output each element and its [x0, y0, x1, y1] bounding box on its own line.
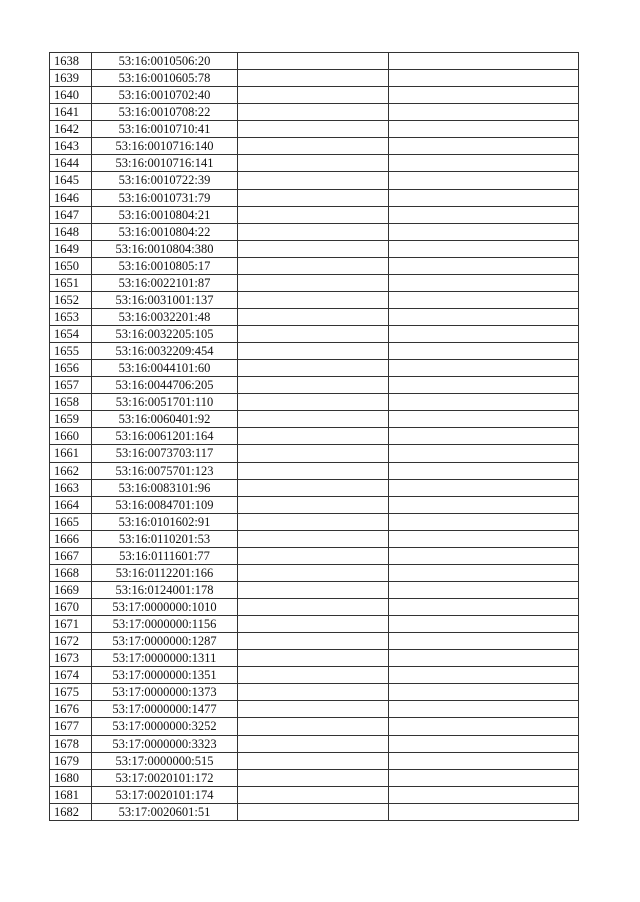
cadastral-number-cell: 53:17:0000000:1311	[92, 650, 238, 667]
cadastral-number-cell: 53:16:0084701:109	[92, 496, 238, 513]
empty-cell	[389, 155, 579, 172]
cadastral-number-cell: 53:16:0061201:164	[92, 428, 238, 445]
empty-cell	[389, 462, 579, 479]
empty-cell	[238, 803, 389, 820]
row-number-cell: 1677	[50, 718, 92, 735]
cadastral-number-cell: 53:16:0032201:48	[92, 308, 238, 325]
empty-cell	[389, 121, 579, 138]
cadastral-number-cell: 53:17:0000000:515	[92, 752, 238, 769]
row-number-cell: 1639	[50, 70, 92, 87]
cadastral-number-cell: 53:16:0051701:110	[92, 394, 238, 411]
row-number-cell: 1649	[50, 240, 92, 257]
empty-cell	[238, 667, 389, 684]
table-row	[50, 752, 579, 769]
table-row	[50, 445, 579, 462]
table-row	[50, 206, 579, 223]
table-row	[50, 462, 579, 479]
cadastral-number-cell: 53:16:0010804:21	[92, 206, 238, 223]
cadastral-number-cell: 53:17:0000000:3252	[92, 718, 238, 735]
table-row	[50, 547, 579, 564]
table-row	[50, 701, 579, 718]
row-number-cell: 1653	[50, 308, 92, 325]
empty-cell	[389, 616, 579, 633]
empty-cell	[389, 650, 579, 667]
empty-cell	[238, 701, 389, 718]
empty-cell	[238, 104, 389, 121]
table-row	[50, 411, 579, 428]
empty-cell	[389, 394, 579, 411]
empty-cell	[238, 138, 389, 155]
table-row	[50, 530, 579, 547]
row-number-cell: 1670	[50, 599, 92, 616]
empty-cell	[238, 53, 389, 70]
row-number-cell: 1682	[50, 803, 92, 820]
table-row	[50, 616, 579, 633]
row-number-cell: 1663	[50, 479, 92, 496]
empty-cell	[389, 428, 579, 445]
empty-cell	[238, 70, 389, 87]
table-row	[50, 104, 579, 121]
empty-cell	[389, 377, 579, 394]
empty-cell	[389, 53, 579, 70]
table-row	[50, 564, 579, 581]
empty-cell	[238, 240, 389, 257]
table-row	[50, 274, 579, 291]
row-number-cell: 1641	[50, 104, 92, 121]
row-number-cell: 1650	[50, 257, 92, 274]
cadastral-number-cell: 53:16:0010805:17	[92, 257, 238, 274]
table-row	[50, 633, 579, 650]
row-number-cell: 1681	[50, 786, 92, 803]
empty-cell	[238, 581, 389, 598]
empty-cell	[389, 274, 579, 291]
empty-cell	[238, 308, 389, 325]
table-row	[50, 189, 579, 206]
table-row	[50, 343, 579, 360]
row-number-cell: 1672	[50, 633, 92, 650]
table-row	[50, 718, 579, 735]
table-row	[50, 70, 579, 87]
empty-cell	[238, 411, 389, 428]
row-number-cell: 1657	[50, 377, 92, 394]
row-number-cell: 1674	[50, 667, 92, 684]
row-number-cell: 1667	[50, 547, 92, 564]
empty-cell	[238, 496, 389, 513]
cadastral-number-cell: 53:16:0111601:77	[92, 547, 238, 564]
empty-cell	[238, 377, 389, 394]
cadastral-number-cell: 53:16:0075701:123	[92, 462, 238, 479]
cadastral-number-cell: 53:17:0020101:174	[92, 786, 238, 803]
empty-cell	[389, 291, 579, 308]
table-row	[50, 599, 579, 616]
empty-cell	[389, 564, 579, 581]
row-number-cell: 1679	[50, 752, 92, 769]
row-number-cell: 1642	[50, 121, 92, 138]
empty-cell	[389, 530, 579, 547]
row-number-cell: 1658	[50, 394, 92, 411]
empty-cell	[238, 326, 389, 343]
cadastral-number-cell: 53:16:0010804:380	[92, 240, 238, 257]
cadastral-number-cell: 53:17:0000000:1156	[92, 616, 238, 633]
cadastral-number-cell: 53:16:0101602:91	[92, 513, 238, 530]
empty-cell	[238, 616, 389, 633]
cadastral-number-cell: 53:16:0010716:141	[92, 155, 238, 172]
empty-cell	[238, 394, 389, 411]
row-number-cell: 1638	[50, 53, 92, 70]
empty-cell	[238, 189, 389, 206]
empty-cell	[238, 87, 389, 104]
table-row	[50, 121, 579, 138]
cadastral-number-cell: 53:17:0020601:51	[92, 803, 238, 820]
row-number-cell: 1647	[50, 206, 92, 223]
row-number-cell: 1646	[50, 189, 92, 206]
table-row	[50, 496, 579, 513]
empty-cell	[238, 650, 389, 667]
table-row	[50, 223, 579, 240]
table-row	[50, 769, 579, 786]
empty-cell	[238, 769, 389, 786]
table-row	[50, 87, 579, 104]
row-number-cell: 1666	[50, 530, 92, 547]
empty-cell	[238, 599, 389, 616]
table-row	[50, 650, 579, 667]
empty-cell	[389, 599, 579, 616]
row-number-cell: 1648	[50, 223, 92, 240]
row-number-cell: 1651	[50, 274, 92, 291]
empty-cell	[389, 189, 579, 206]
empty-cell	[238, 786, 389, 803]
row-number-cell: 1654	[50, 326, 92, 343]
empty-cell	[389, 206, 579, 223]
table-row	[50, 377, 579, 394]
row-number-cell: 1656	[50, 360, 92, 377]
empty-cell	[389, 684, 579, 701]
cadastral-number-cell: 53:17:0000000:1010	[92, 599, 238, 616]
empty-cell	[389, 70, 579, 87]
empty-cell	[389, 701, 579, 718]
empty-cell	[238, 752, 389, 769]
empty-cell	[238, 547, 389, 564]
row-number-cell: 1668	[50, 564, 92, 581]
cadastral-number-cell: 53:16:0032205:105	[92, 326, 238, 343]
cadastral-number-cell: 53:16:0010605:78	[92, 70, 238, 87]
empty-cell	[389, 786, 579, 803]
table-row	[50, 53, 579, 70]
empty-cell	[238, 155, 389, 172]
empty-cell	[238, 735, 389, 752]
table-row	[50, 667, 579, 684]
row-number-cell: 1662	[50, 462, 92, 479]
cadastral-number-cell: 53:16:0031001:137	[92, 291, 238, 308]
empty-cell	[389, 240, 579, 257]
empty-cell	[238, 633, 389, 650]
table-row	[50, 360, 579, 377]
row-number-cell: 1652	[50, 291, 92, 308]
row-number-cell: 1671	[50, 616, 92, 633]
table-row	[50, 394, 579, 411]
empty-cell	[238, 564, 389, 581]
empty-cell	[389, 223, 579, 240]
cadastral-number-cell: 53:17:0000000:3323	[92, 735, 238, 752]
empty-cell	[389, 479, 579, 496]
cadastral-number-cell: 53:16:0010722:39	[92, 172, 238, 189]
row-number-cell: 1643	[50, 138, 92, 155]
table-row	[50, 257, 579, 274]
table-row	[50, 308, 579, 325]
table-row	[50, 155, 579, 172]
row-number-cell: 1659	[50, 411, 92, 428]
cadastral-number-cell: 53:16:0060401:92	[92, 411, 238, 428]
table-row	[50, 479, 579, 496]
cadastral-number-cell: 53:17:0000000:1287	[92, 633, 238, 650]
empty-cell	[389, 308, 579, 325]
table-row	[50, 291, 579, 308]
empty-cell	[389, 752, 579, 769]
empty-cell	[389, 547, 579, 564]
empty-cell	[389, 667, 579, 684]
cadastral-number-cell: 53:16:0124001:178	[92, 581, 238, 598]
table-row	[50, 172, 579, 189]
empty-cell	[389, 343, 579, 360]
empty-cell	[238, 206, 389, 223]
empty-cell	[389, 803, 579, 820]
cadastral-number-cell: 53:16:0010506:20	[92, 53, 238, 70]
empty-cell	[389, 581, 579, 598]
cadastral-number-cell: 53:16:0044101:60	[92, 360, 238, 377]
document-page	[49, 52, 579, 821]
cadastral-number-cell: 53:16:0010710:41	[92, 121, 238, 138]
empty-cell	[238, 445, 389, 462]
empty-cell	[389, 138, 579, 155]
cadastral-number-cell: 53:16:0010804:22	[92, 223, 238, 240]
cadastral-number-cell: 53:16:0010708:22	[92, 104, 238, 121]
row-number-cell: 1655	[50, 343, 92, 360]
empty-cell	[389, 445, 579, 462]
cadastral-number-cell: 53:16:0110201:53	[92, 530, 238, 547]
empty-cell	[238, 223, 389, 240]
empty-cell	[238, 257, 389, 274]
table-row	[50, 735, 579, 752]
empty-cell	[389, 360, 579, 377]
row-number-cell: 1676	[50, 701, 92, 718]
row-number-cell: 1645	[50, 172, 92, 189]
empty-cell	[238, 343, 389, 360]
empty-cell	[238, 684, 389, 701]
table-row	[50, 581, 579, 598]
row-number-cell: 1673	[50, 650, 92, 667]
table-row	[50, 240, 579, 257]
row-number-cell: 1640	[50, 87, 92, 104]
empty-cell	[389, 718, 579, 735]
cadastral-number-cell: 53:16:0010716:140	[92, 138, 238, 155]
table-row	[50, 138, 579, 155]
table-row	[50, 684, 579, 701]
cadastral-number-cell: 53:16:0083101:96	[92, 479, 238, 496]
empty-cell	[238, 513, 389, 530]
empty-cell	[389, 769, 579, 786]
cadastral-number-table	[49, 52, 579, 821]
empty-cell	[389, 496, 579, 513]
row-number-cell: 1675	[50, 684, 92, 701]
row-number-cell: 1665	[50, 513, 92, 530]
cadastral-number-cell: 53:16:0010731:79	[92, 189, 238, 206]
empty-cell	[238, 428, 389, 445]
empty-cell	[238, 172, 389, 189]
empty-cell	[389, 326, 579, 343]
empty-cell	[238, 360, 389, 377]
row-number-cell: 1669	[50, 581, 92, 598]
empty-cell	[389, 257, 579, 274]
row-number-cell: 1644	[50, 155, 92, 172]
cadastral-number-cell: 53:17:0020101:172	[92, 769, 238, 786]
table-body	[50, 53, 579, 821]
empty-cell	[389, 87, 579, 104]
row-number-cell: 1678	[50, 735, 92, 752]
table-row	[50, 786, 579, 803]
empty-cell	[238, 462, 389, 479]
empty-cell	[389, 513, 579, 530]
cadastral-number-cell: 53:17:0000000:1351	[92, 667, 238, 684]
row-number-cell: 1680	[50, 769, 92, 786]
empty-cell	[389, 633, 579, 650]
empty-cell	[238, 479, 389, 496]
empty-cell	[238, 530, 389, 547]
empty-cell	[238, 121, 389, 138]
empty-cell	[389, 172, 579, 189]
row-number-cell: 1664	[50, 496, 92, 513]
row-number-cell: 1661	[50, 445, 92, 462]
cadastral-number-cell: 53:17:0000000:1373	[92, 684, 238, 701]
table-row	[50, 513, 579, 530]
cadastral-number-cell: 53:16:0010702:40	[92, 87, 238, 104]
row-number-cell: 1660	[50, 428, 92, 445]
cadastral-number-cell: 53:16:0073703:117	[92, 445, 238, 462]
cadastral-number-cell: 53:16:0022101:87	[92, 274, 238, 291]
cadastral-number-cell: 53:17:0000000:1477	[92, 701, 238, 718]
empty-cell	[238, 291, 389, 308]
cadastral-number-cell: 53:16:0044706:205	[92, 377, 238, 394]
table-row	[50, 428, 579, 445]
empty-cell	[238, 274, 389, 291]
empty-cell	[389, 735, 579, 752]
empty-cell	[238, 718, 389, 735]
cadastral-number-cell: 53:16:0032209:454	[92, 343, 238, 360]
empty-cell	[389, 104, 579, 121]
table-row	[50, 326, 579, 343]
table-row	[50, 803, 579, 820]
empty-cell	[389, 411, 579, 428]
cadastral-number-cell: 53:16:0112201:166	[92, 564, 238, 581]
